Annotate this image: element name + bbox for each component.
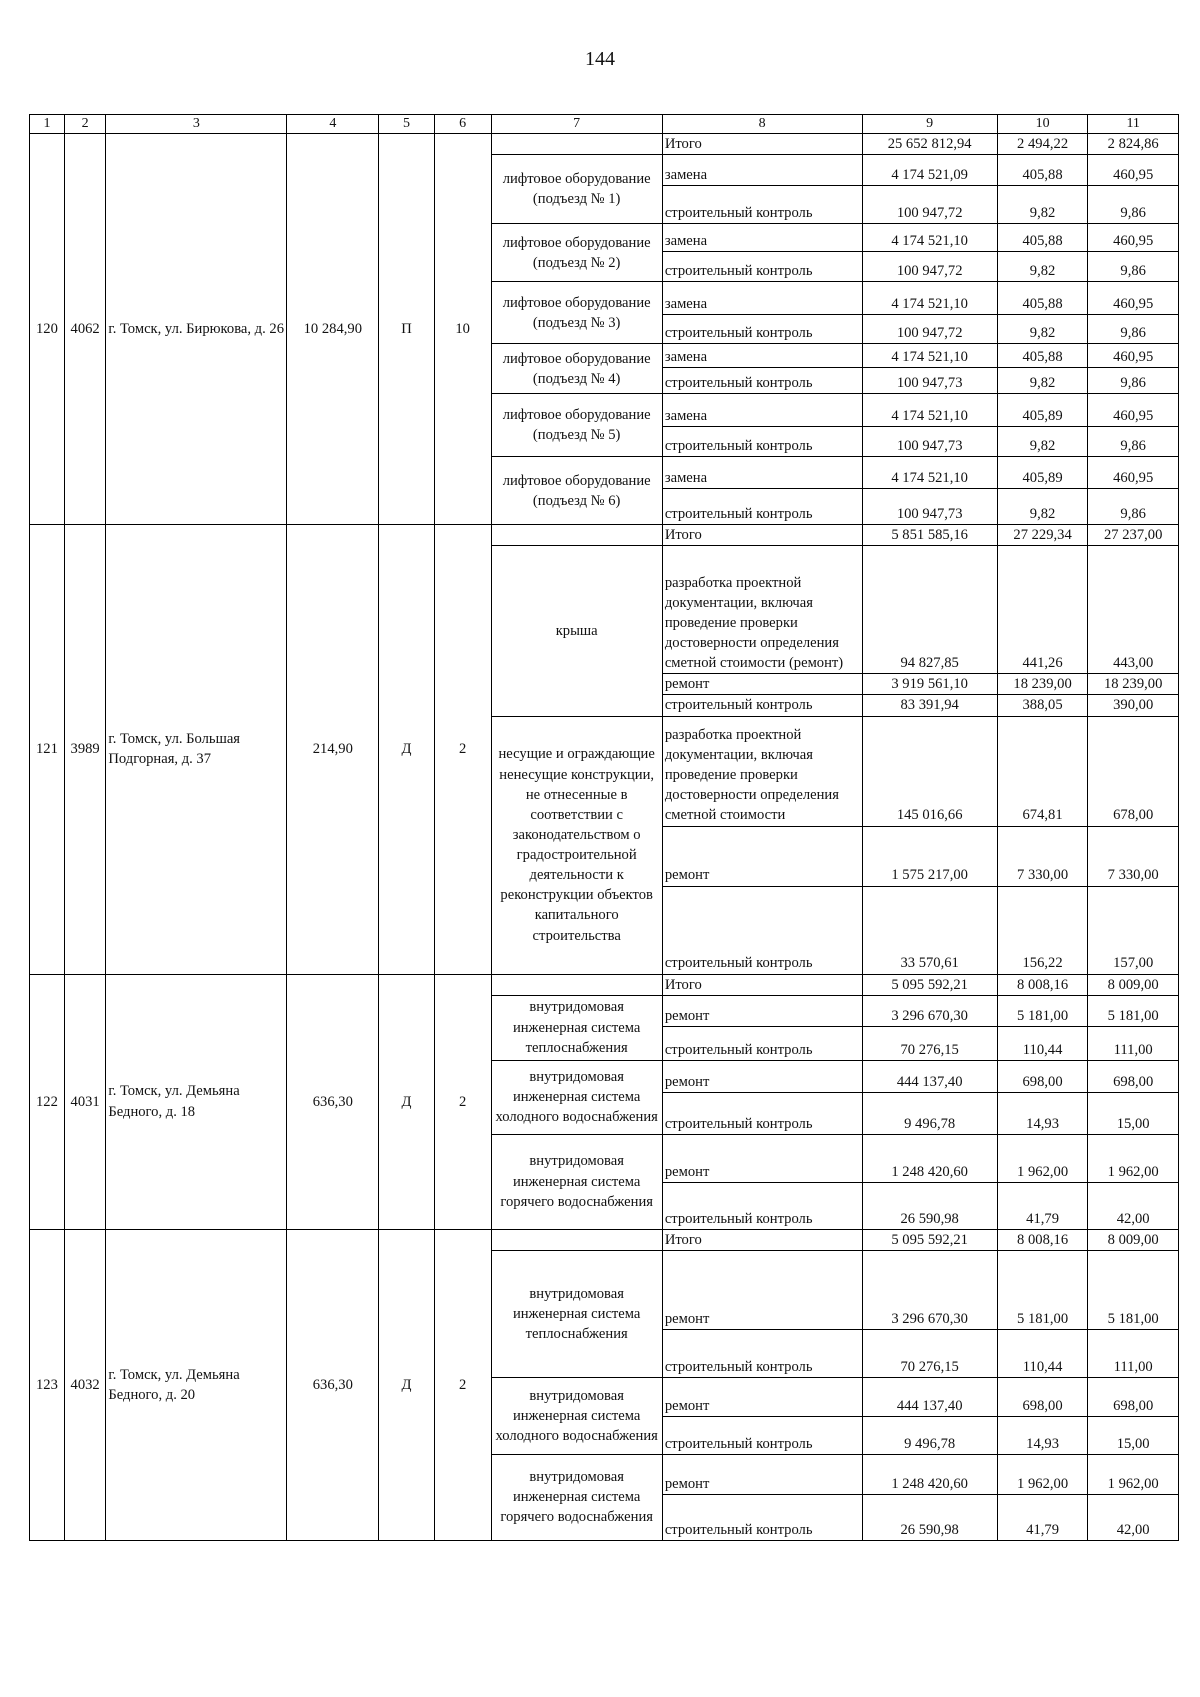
total-label: Итого — [662, 974, 862, 995]
structural-element: лифтовое оборудование (подъезд № 5) — [491, 394, 662, 457]
work-cost: 4 174 521,10 — [862, 224, 997, 252]
empty-element-cell — [491, 1229, 662, 1250]
work-col11: 5 181,00 — [1088, 1250, 1179, 1329]
work-cost: 100 947,73 — [862, 489, 997, 525]
work-col11: 5 181,00 — [1088, 995, 1179, 1026]
work-type: ремонт — [662, 1377, 862, 1416]
work-type: строительный контроль — [662, 315, 862, 344]
total-col10: 8 008,16 — [997, 974, 1088, 995]
record-number: 120 — [30, 134, 65, 525]
work-cost: 3 919 561,10 — [862, 674, 997, 695]
work-cost: 33 570,61 — [862, 886, 997, 974]
work-col11: 7 330,00 — [1088, 826, 1179, 886]
work-col11: 157,00 — [1088, 886, 1179, 974]
column-header: 1 — [30, 115, 65, 134]
record-number: 122 — [30, 974, 65, 1229]
work-col11: 15,00 — [1088, 1092, 1179, 1134]
work-cost: 4 174 521,09 — [862, 155, 997, 186]
work-col11: 9,86 — [1088, 489, 1179, 525]
record-type: Д — [379, 1229, 435, 1540]
work-col11: 460,95 — [1088, 394, 1179, 427]
record-total-row — [30, 974, 1179, 995]
record-area: 636,30 — [287, 1229, 379, 1540]
work-col11: 42,00 — [1088, 1494, 1179, 1540]
structural-element: лифтовое оборудование (подъезд № 1) — [491, 155, 662, 224]
work-col11: 460,95 — [1088, 155, 1179, 186]
record-floors: 2 — [434, 525, 491, 974]
work-type: замена — [662, 394, 862, 427]
work-col10: 405,88 — [997, 224, 1088, 252]
capital-repair-table — [29, 114, 1179, 1541]
record-address: г. Томск, ул. Большая Подгорная, д. 37 — [106, 525, 287, 974]
work-col10: 1 962,00 — [997, 1134, 1088, 1182]
work-cost: 444 137,40 — [862, 1377, 997, 1416]
record-type: Д — [379, 974, 435, 1229]
work-col11: 460,95 — [1088, 224, 1179, 252]
work-col11: 18 239,00 — [1088, 674, 1179, 695]
work-col10: 9,82 — [997, 252, 1088, 282]
record-area: 214,90 — [287, 525, 379, 974]
structural-element: внутридомовая инженерная система холодного водоснабжения — [491, 1060, 662, 1134]
work-col10: 14,93 — [997, 1416, 1088, 1454]
work-type: строительный контроль — [662, 695, 862, 716]
column-header: 6 — [434, 115, 491, 134]
work-cost: 100 947,73 — [862, 427, 997, 457]
work-col11: 698,00 — [1088, 1060, 1179, 1092]
work-cost: 83 391,94 — [862, 695, 997, 716]
work-cost: 100 947,72 — [862, 252, 997, 282]
work-col10: 110,44 — [997, 1026, 1088, 1060]
total-col10: 8 008,16 — [997, 1229, 1088, 1250]
work-col11: 460,95 — [1088, 282, 1179, 315]
work-col11: 460,95 — [1088, 344, 1179, 368]
structural-element: внутридомовая инженерная система холодного водоснабжения — [491, 1377, 662, 1454]
column-header: 8 — [662, 115, 862, 134]
record-total-row — [30, 134, 1179, 155]
record-address: г. Томск, ул. Демьяна Бедного, д. 20 — [106, 1229, 287, 1540]
column-header: 11 — [1088, 115, 1179, 134]
total-col11: 8 009,00 — [1088, 974, 1179, 995]
total-col10: 27 229,34 — [997, 525, 1088, 546]
work-col10: 9,82 — [997, 489, 1088, 525]
work-col11: 9,86 — [1088, 315, 1179, 344]
work-cost: 94 827,85 — [862, 546, 997, 674]
work-cost: 70 276,15 — [862, 1329, 997, 1377]
work-col10: 9,82 — [997, 368, 1088, 394]
work-cost: 100 947,72 — [862, 186, 997, 224]
work-type: ремонт — [662, 1060, 862, 1092]
work-type: ремонт — [662, 1134, 862, 1182]
work-type: строительный контроль — [662, 252, 862, 282]
work-col11: 9,86 — [1088, 252, 1179, 282]
work-type: замена — [662, 344, 862, 368]
work-type: строительный контроль — [662, 489, 862, 525]
column-header: 10 — [997, 115, 1088, 134]
work-col10: 698,00 — [997, 1377, 1088, 1416]
work-col10: 14,93 — [997, 1092, 1088, 1134]
work-col10: 110,44 — [997, 1329, 1088, 1377]
work-type: строительный контроль — [662, 1182, 862, 1229]
work-cost: 100 947,72 — [862, 315, 997, 344]
record-address: г. Томск, ул. Бирюкова, д. 26 — [106, 134, 287, 525]
work-type: ремонт — [662, 995, 862, 1026]
work-col10: 388,05 — [997, 695, 1088, 716]
work-type: замена — [662, 457, 862, 489]
work-col10: 405,88 — [997, 282, 1088, 315]
total-cost: 5 095 592,21 — [862, 1229, 997, 1250]
record-number: 123 — [30, 1229, 65, 1540]
work-cost: 9 496,78 — [862, 1092, 997, 1134]
work-type: разработка проектной документации, включая проведение проверки достоверности определения сметной стоимости — [662, 716, 862, 826]
structural-element: внутридомовая инженерная система горячего водоснабжения — [491, 1134, 662, 1229]
work-col11: 111,00 — [1088, 1026, 1179, 1060]
total-cost: 5 851 585,16 — [862, 525, 997, 546]
work-col11: 443,00 — [1088, 546, 1179, 674]
record-code: 4031 — [64, 974, 105, 1229]
record-floors: 2 — [434, 974, 491, 1229]
work-col10: 9,82 — [997, 315, 1088, 344]
total-label: Итого — [662, 1229, 862, 1250]
structural-element: внутридомовая инженерная система теплоснабжения — [491, 1250, 662, 1377]
record-type: Д — [379, 525, 435, 974]
record-floors: 10 — [434, 134, 491, 525]
record-area: 636,30 — [287, 974, 379, 1229]
record-code: 4062 — [64, 134, 105, 525]
work-col11: 1 962,00 — [1088, 1134, 1179, 1182]
work-col11: 42,00 — [1088, 1182, 1179, 1229]
work-col10: 1 962,00 — [997, 1454, 1088, 1494]
total-col11: 8 009,00 — [1088, 1229, 1179, 1250]
structural-element: лифтовое оборудование (подъезд № 4) — [491, 344, 662, 394]
total-col11: 27 237,00 — [1088, 525, 1179, 546]
work-type: строительный контроль — [662, 886, 862, 974]
empty-element-cell — [491, 525, 662, 546]
work-type: строительный контроль — [662, 427, 862, 457]
work-col11: 9,86 — [1088, 427, 1179, 457]
record-type: П — [379, 134, 435, 525]
work-col10: 5 181,00 — [997, 1250, 1088, 1329]
work-col10: 674,81 — [997, 716, 1088, 826]
structural-element: лифтовое оборудование (подъезд № 6) — [491, 457, 662, 525]
work-col10: 9,82 — [997, 427, 1088, 457]
work-col10: 698,00 — [997, 1060, 1088, 1092]
work-cost: 4 174 521,10 — [862, 457, 997, 489]
work-col10: 405,88 — [997, 155, 1088, 186]
work-col10: 156,22 — [997, 886, 1088, 974]
work-col11: 15,00 — [1088, 1416, 1179, 1454]
total-cost: 5 095 592,21 — [862, 974, 997, 995]
record-total-row — [30, 1229, 1179, 1250]
work-type: разработка проектной документации, включая проведение проверки достоверности определения сметной стоимости (ремонт) — [662, 546, 862, 674]
record-floors: 2 — [434, 1229, 491, 1540]
work-col10: 441,26 — [997, 546, 1088, 674]
record-address: г. Томск, ул. Демьяна Бедного, д. 18 — [106, 974, 287, 1229]
column-number-header-row — [30, 115, 1179, 134]
empty-element-cell — [491, 974, 662, 995]
column-header: 3 — [106, 115, 287, 134]
work-col10: 18 239,00 — [997, 674, 1088, 695]
work-col10: 405,88 — [997, 344, 1088, 368]
record-total-row — [30, 525, 1179, 546]
work-col10: 41,79 — [997, 1182, 1088, 1229]
total-label: Итого — [662, 134, 862, 155]
record-code: 4032 — [64, 1229, 105, 1540]
total-cost: 25 652 812,94 — [862, 134, 997, 155]
page-number: 144 — [585, 48, 615, 70]
work-col10: 41,79 — [997, 1494, 1088, 1540]
work-cost: 4 174 521,10 — [862, 394, 997, 427]
column-header: 4 — [287, 115, 379, 134]
work-cost: 1 248 420,60 — [862, 1454, 997, 1494]
work-cost: 100 947,73 — [862, 368, 997, 394]
work-type: замена — [662, 282, 862, 315]
work-col10: 9,82 — [997, 186, 1088, 224]
work-type: строительный контроль — [662, 1329, 862, 1377]
work-type: строительный контроль — [662, 1092, 862, 1134]
work-col11: 1 962,00 — [1088, 1454, 1179, 1494]
work-col11: 9,86 — [1088, 368, 1179, 394]
work-cost: 4 174 521,10 — [862, 282, 997, 315]
structural-element: внутридомовая инженерная система горячего водоснабжения — [491, 1454, 662, 1540]
work-col11: 678,00 — [1088, 716, 1179, 826]
work-type: ремонт — [662, 826, 862, 886]
work-cost: 1 575 217,00 — [862, 826, 997, 886]
structural-element: лифтовое оборудование (подъезд № 3) — [491, 282, 662, 344]
work-type: ремонт — [662, 1454, 862, 1494]
column-header: 2 — [64, 115, 105, 134]
total-label: Итого — [662, 525, 862, 546]
record-area: 10 284,90 — [287, 134, 379, 525]
structural-element: лифтовое оборудование (подъезд № 2) — [491, 224, 662, 282]
work-cost: 9 496,78 — [862, 1416, 997, 1454]
structural-element: несущие и ограждающие ненесущие конструкции, не отнесенные в соответствии с законодательством о градостроительной деятельности к реконструкции объектов капитального строительства — [491, 716, 662, 974]
structural-element: внутридомовая инженерная система теплоснабжения — [491, 995, 662, 1060]
column-header: 7 — [491, 115, 662, 134]
work-col11: 390,00 — [1088, 695, 1179, 716]
empty-element-cell — [491, 134, 662, 155]
work-col11: 9,86 — [1088, 186, 1179, 224]
work-cost: 1 248 420,60 — [862, 1134, 997, 1182]
work-type: строительный контроль — [662, 186, 862, 224]
column-header: 9 — [862, 115, 997, 134]
record-number: 121 — [30, 525, 65, 974]
work-cost: 3 296 670,30 — [862, 1250, 997, 1329]
structural-element: крыша — [491, 546, 662, 716]
work-cost: 145 016,66 — [862, 716, 997, 826]
work-type: строительный контроль — [662, 368, 862, 394]
work-cost: 4 174 521,10 — [862, 344, 997, 368]
work-type: строительный контроль — [662, 1026, 862, 1060]
work-type: замена — [662, 155, 862, 186]
total-col11: 2 824,86 — [1088, 134, 1179, 155]
work-col11: 460,95 — [1088, 457, 1179, 489]
work-col11: 111,00 — [1088, 1329, 1179, 1377]
work-col10: 7 330,00 — [997, 826, 1088, 886]
record-code: 3989 — [64, 525, 105, 974]
work-cost: 26 590,98 — [862, 1494, 997, 1540]
column-header: 5 — [379, 115, 435, 134]
work-cost: 3 296 670,30 — [862, 995, 997, 1026]
work-type: ремонт — [662, 1250, 862, 1329]
work-col10: 405,89 — [997, 457, 1088, 489]
work-type: строительный контроль — [662, 1494, 862, 1540]
work-type: ремонт — [662, 674, 862, 695]
work-col10: 5 181,00 — [997, 995, 1088, 1026]
work-cost: 70 276,15 — [862, 1026, 997, 1060]
work-cost: 26 590,98 — [862, 1182, 997, 1229]
total-col10: 2 494,22 — [997, 134, 1088, 155]
work-col11: 698,00 — [1088, 1377, 1179, 1416]
work-col10: 405,89 — [997, 394, 1088, 427]
work-type: замена — [662, 224, 862, 252]
work-cost: 444 137,40 — [862, 1060, 997, 1092]
work-type: строительный контроль — [662, 1416, 862, 1454]
